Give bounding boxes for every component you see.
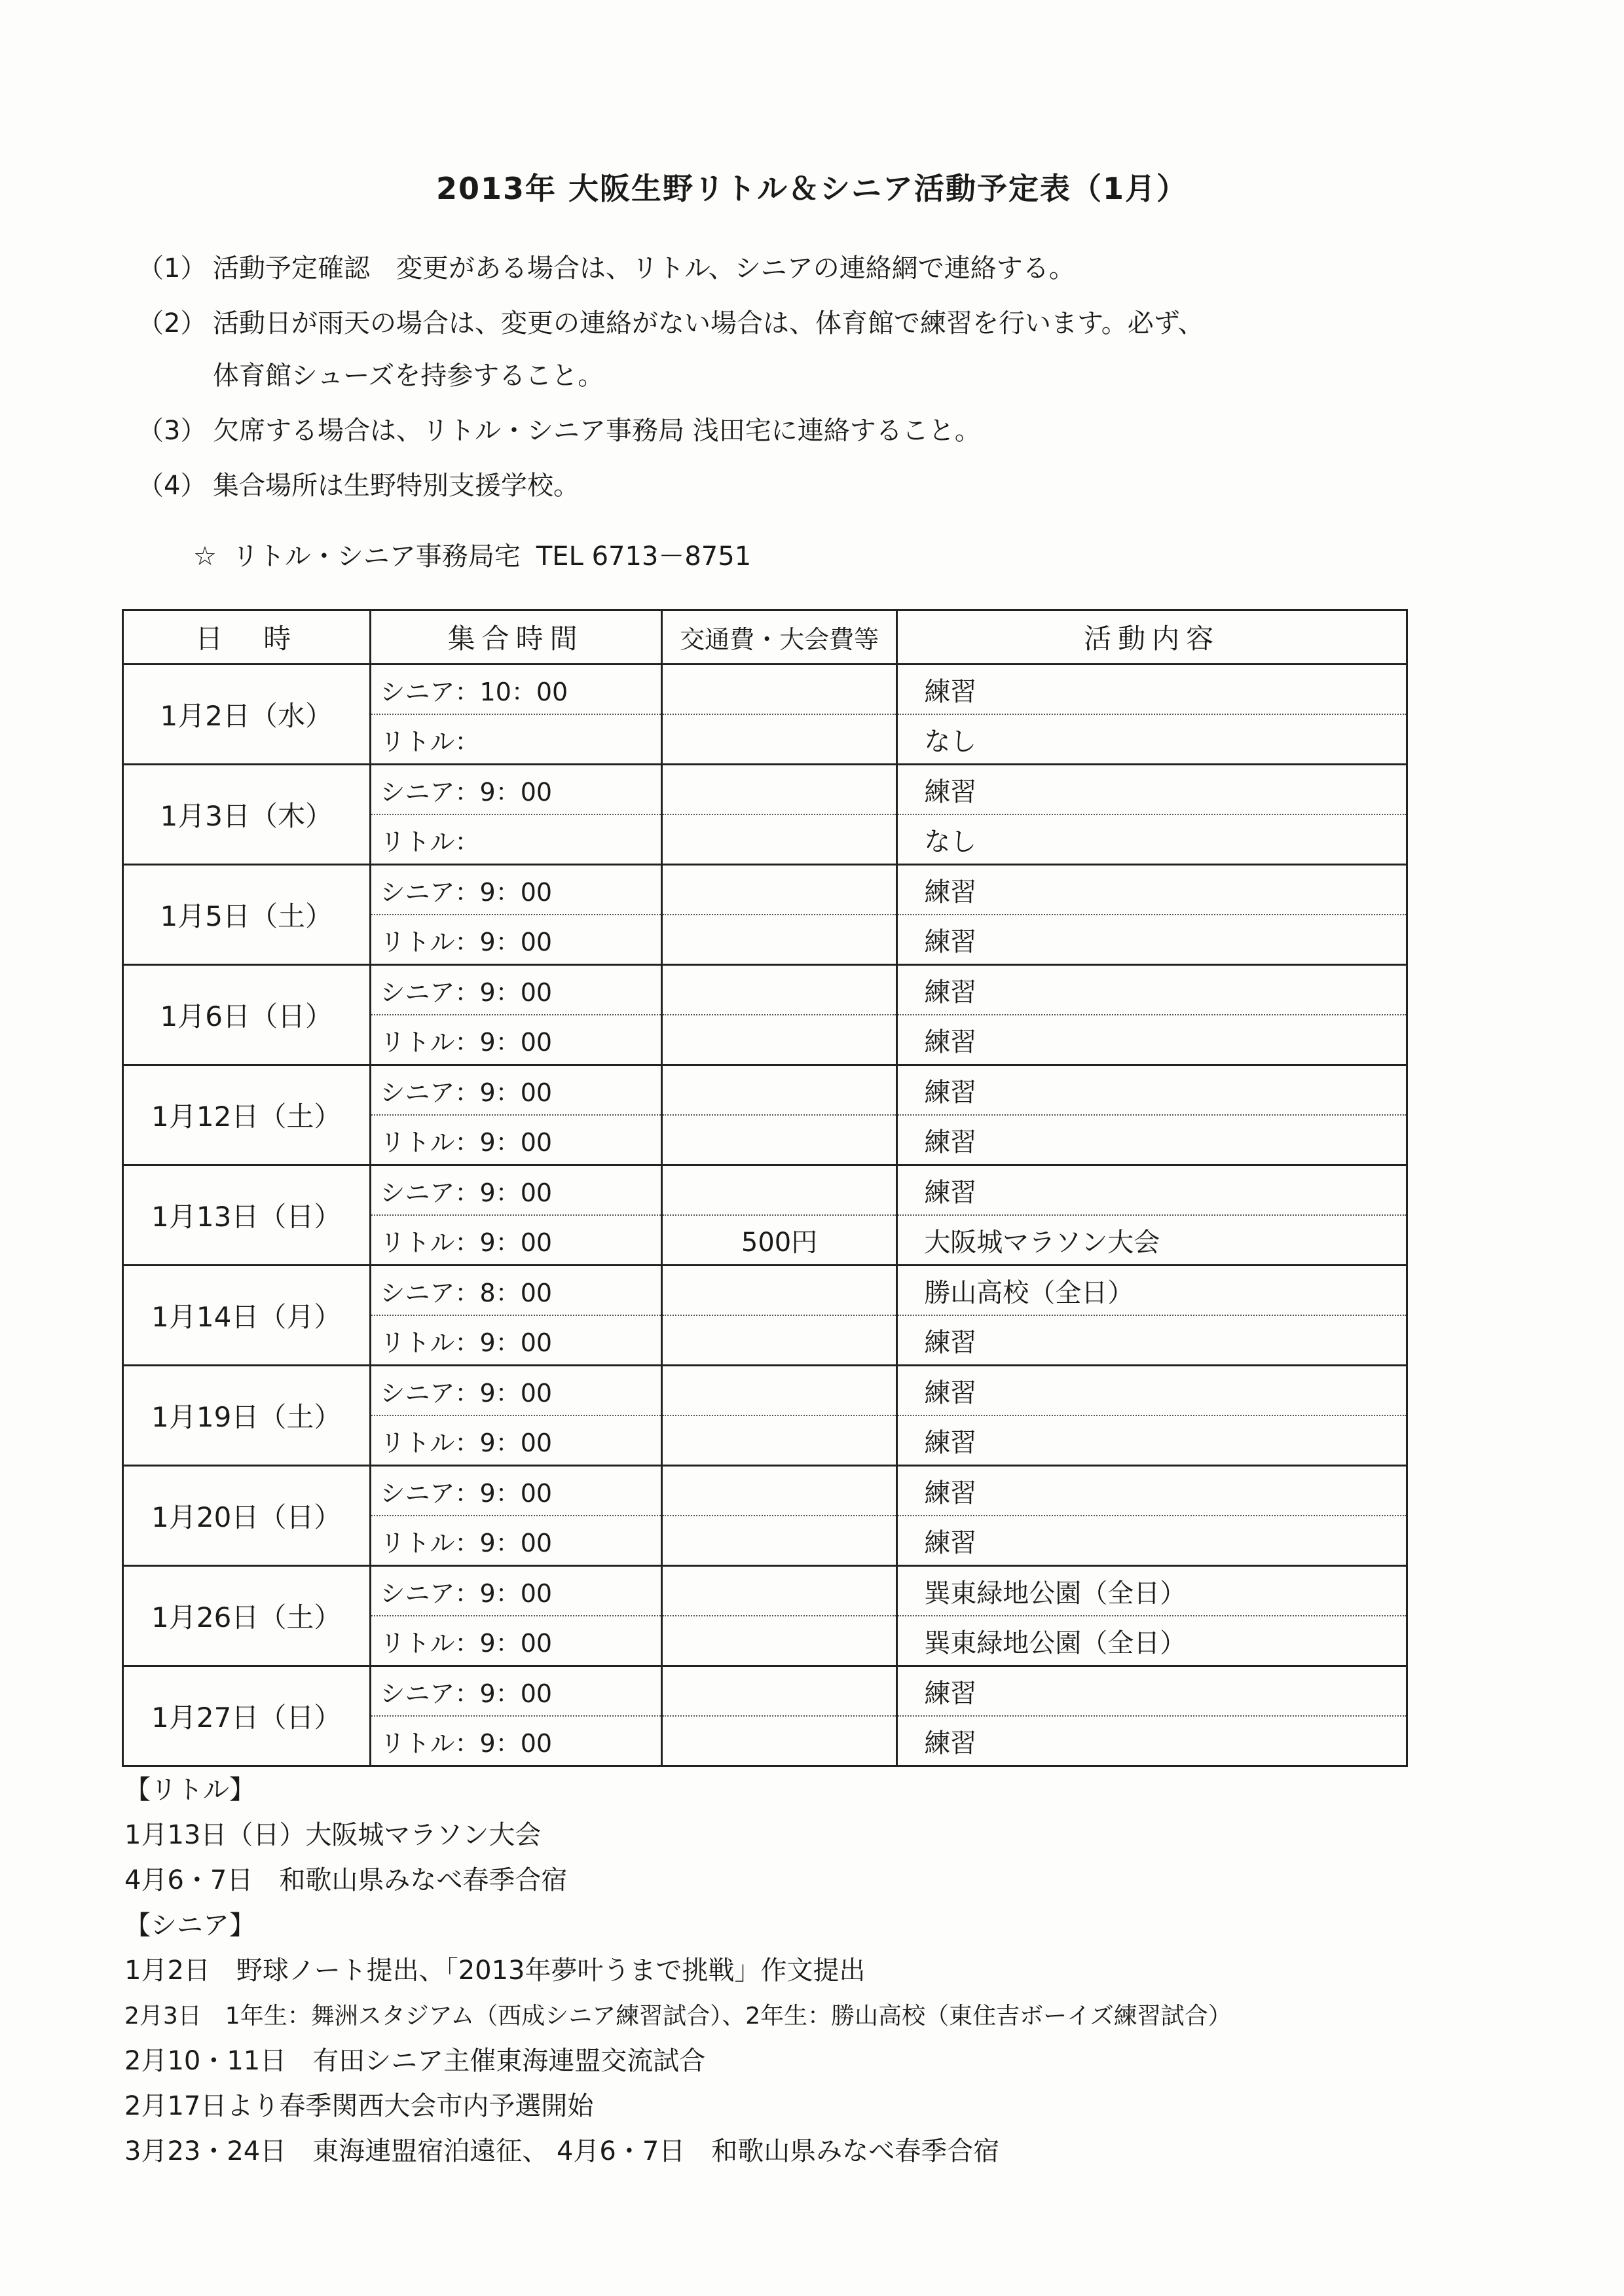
little-activity-cell: 練習: [897, 1115, 1407, 1165]
little-cost-cell: [661, 714, 896, 765]
table-row: [123, 665, 1407, 715]
senior-cost-cell: [661, 1466, 896, 1516]
senior-activity-cell: 練習: [897, 665, 1407, 715]
little-cost-cell: [661, 1616, 896, 1666]
senior-activity-cell: 練習: [897, 1366, 1407, 1416]
schedule-body: [123, 665, 1407, 1766]
senior-cost-cell: [661, 765, 896, 815]
little-activity-cell: なし: [897, 814, 1407, 865]
senior-activity-cell: 練習: [897, 1165, 1407, 1216]
table-row: [123, 1566, 1407, 1616]
little-time-cell: リトル：9：00: [370, 915, 661, 965]
note-text: 活動予定確認 変更がある場合は、リトル、シニアの連絡網で連絡する。: [213, 253, 1075, 283]
table-row: [123, 1366, 1407, 1416]
senior-cost-cell: [661, 965, 896, 1015]
senior-time-cell: シニア：9：00: [370, 1466, 661, 1516]
senior-item: 3月23・24日 東海連盟宿泊遠征、 4月6・7日 和歌山県みなべ春季合宿: [124, 2136, 1000, 2166]
note-item: [138, 249, 1447, 288]
table-row: [123, 1666, 1407, 1717]
notes-list: [138, 249, 1447, 521]
note-item: [138, 304, 1447, 395]
date-cell: 1月2日（水）: [123, 665, 371, 765]
little-activity-cell: なし: [897, 714, 1407, 765]
note-item: [138, 466, 1447, 505]
little-activity-cell: 練習: [897, 1315, 1407, 1366]
date-cell: 1月26日（土）: [123, 1566, 371, 1666]
little-activity-cell: 練習: [897, 1415, 1407, 1466]
page-title: 2013年 大阪生野リトル＆シニア活動予定表（1月）: [435, 171, 1189, 206]
senior-item: 2月3日 1年生：舞洲スタジアム（西成シニア練習試合）、2年生：勝山高校（東住吉ボーイズ練習試合）: [124, 2003, 1232, 2030]
little-activity-cell: 大阪城マラソン大会: [897, 1215, 1407, 1266]
note-number: （4）: [138, 471, 207, 501]
little-cost-cell: [661, 814, 896, 865]
little-time-cell: リトル：9：00: [370, 1215, 661, 1266]
little-cost-cell: [661, 1315, 896, 1366]
little-cost-cell: [661, 1516, 896, 1566]
little-activity-cell: 練習: [897, 915, 1407, 965]
note-text: 集合場所は生野特別支援学校。: [213, 471, 580, 501]
table-row: [123, 865, 1407, 915]
senior-cost-cell: [661, 1065, 896, 1116]
table-row: [123, 965, 1407, 1015]
little-time-cell: リトル：9：00: [370, 1015, 661, 1065]
senior-cost-cell: [661, 1666, 896, 1717]
senior-activity-cell: 練習: [897, 865, 1407, 915]
little-time-cell: リトル：9：00: [370, 1315, 661, 1366]
table-row: [123, 765, 1407, 815]
contact-label: リトル・シニア事務局宅: [232, 541, 521, 572]
senior-item: 1月2日 野球ノート提出、「2013年夢叶うまで挑戦」作文提出: [124, 1956, 866, 1986]
date-cell: 1月5日（土）: [123, 865, 371, 965]
header-cost: 交通費・大会費等: [661, 610, 896, 665]
little-time-cell: リトル：9：00: [370, 1415, 661, 1466]
little-cost-cell: [661, 1716, 896, 1766]
header-activity: 活動内容: [897, 610, 1407, 665]
senior-time-cell: シニア：9：00: [370, 965, 661, 1015]
senior-activity-cell: 練習: [897, 1065, 1407, 1116]
senior-cost-cell: [661, 665, 896, 715]
little-cost-cell: [661, 915, 896, 965]
date-cell: 1月13日（日）: [123, 1165, 371, 1266]
senior-cost-cell: [661, 1366, 896, 1416]
senior-cost-cell: [661, 1566, 896, 1616]
senior-time-cell: シニア：9：00: [370, 765, 661, 815]
note-text-continued: 体育館シューズを持参すること。: [213, 361, 604, 391]
senior-activity-cell: 巽東緑地公園（全日）: [897, 1566, 1407, 1616]
senior-time-cell: シニア：9：00: [370, 1165, 661, 1216]
senior-time-cell: シニア：9：00: [370, 865, 661, 915]
table-row: [123, 1266, 1407, 1316]
date-cell: 1月20日（日）: [123, 1466, 371, 1566]
senior-heading: 【シニア】: [124, 1910, 255, 1941]
office-contact: [193, 536, 767, 573]
table-row: [123, 1165, 1407, 1216]
senior-activity-cell: 練習: [897, 1666, 1407, 1717]
note-number: （1）: [138, 253, 207, 283]
date-cell: 1月3日（木）: [123, 765, 371, 865]
senior-time-cell: シニア：8：00: [370, 1266, 661, 1316]
note-number: （2）: [138, 308, 207, 338]
senior-time-cell: シニア：9：00: [370, 1366, 661, 1416]
schedule-table: [122, 609, 1408, 1767]
note-text: 活動日が雨天の場合は、変更の連絡がない場合は、体育館で練習を行います。必ず、: [213, 308, 1204, 338]
senior-activity-cell: 勝山高校（全日）: [897, 1266, 1407, 1316]
senior-cost-cell: [661, 1165, 896, 1216]
senior-time-cell: シニア：9：00: [370, 1566, 661, 1616]
note-number: （3）: [138, 416, 207, 446]
little-heading: 【リトル】: [124, 1775, 255, 1805]
little-time-cell: リトル：9：00: [370, 1716, 661, 1766]
little-item: 1月13日（日）大阪城マラソン大会: [124, 1820, 542, 1850]
date-cell: 1月6日（日）: [123, 965, 371, 1065]
little-activity-cell: 練習: [897, 1516, 1407, 1566]
little-cost-cell: 500円: [661, 1215, 896, 1266]
note-text: 欠席する場合は、リトル・シニア事務局 浅田宅に連絡すること。: [213, 416, 981, 446]
table-row: [123, 1065, 1407, 1116]
date-cell: 1月12日（土）: [123, 1065, 371, 1165]
contact-tel: TEL 6713－8751: [536, 541, 752, 572]
table-header-row: [123, 610, 1407, 665]
senior-cost-cell: [661, 1266, 896, 1316]
header-meeting-time: 集合時間: [370, 610, 661, 665]
senior-cost-cell: [661, 865, 896, 915]
senior-activity-cell: 練習: [897, 1466, 1407, 1516]
senior-item: 2月17日より春季関西大会市内予選開始: [124, 2091, 594, 2121]
star-icon: ☆: [193, 541, 217, 572]
footer-notes: [124, 1768, 1500, 2174]
little-time-cell: リトル：9：00: [370, 1115, 661, 1165]
date-cell: 1月19日（土）: [123, 1366, 371, 1466]
table-row: [123, 1466, 1407, 1516]
senior-time-cell: シニア：10：00: [370, 665, 661, 715]
senior-activity-cell: 練習: [897, 765, 1407, 815]
senior-activity-cell: 練習: [897, 965, 1407, 1015]
little-activity-cell: 巽東緑地公園（全日）: [897, 1616, 1407, 1666]
little-time-cell: リトル：9：00: [370, 1616, 661, 1666]
little-cost-cell: [661, 1115, 896, 1165]
date-cell: 1月14日（月）: [123, 1266, 371, 1366]
senior-time-cell: シニア：9：00: [370, 1065, 661, 1116]
date-cell: 1月27日（日）: [123, 1666, 371, 1766]
little-time-cell: リトル：9：00: [370, 1516, 661, 1566]
note-item: [138, 411, 1447, 450]
little-activity-cell: 練習: [897, 1716, 1407, 1766]
senior-item: 2月10・11日 有田シニア主催東海連盟交流試合: [124, 2046, 706, 2076]
little-cost-cell: [661, 1415, 896, 1466]
senior-time-cell: シニア：9：00: [370, 1666, 661, 1717]
little-time-cell: リトル：: [370, 814, 661, 865]
little-cost-cell: [661, 1015, 896, 1065]
little-item: 4月6・7日 和歌山県みなべ春季合宿: [124, 1865, 568, 1895]
header-date: 日 時: [123, 610, 371, 665]
little-time-cell: リトル：: [370, 714, 661, 765]
little-activity-cell: 練習: [897, 1015, 1407, 1065]
